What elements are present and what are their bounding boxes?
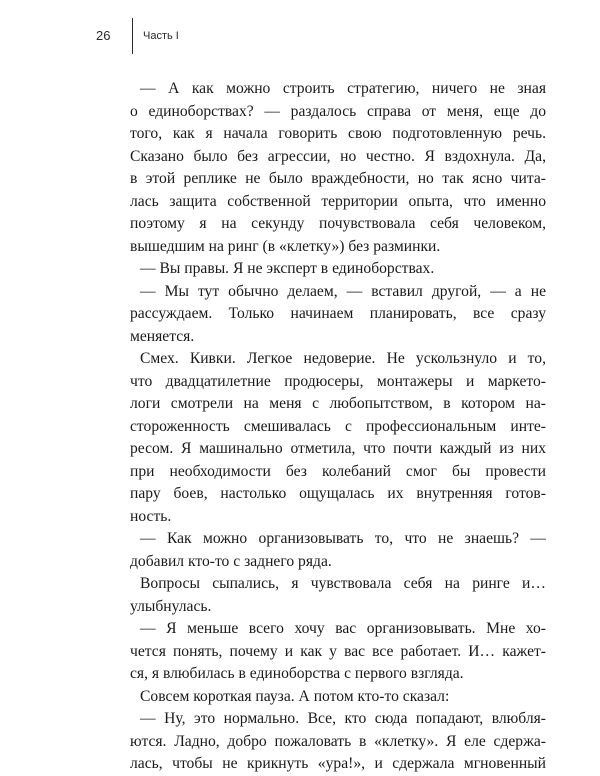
text-line: Смех. Кивки. Легкое недоверие. Не ускользнуло и то, [140, 350, 546, 367]
text-line: Вопросы сыпались, я чувствовала себя на ринге и… [140, 575, 546, 592]
text-line: рассуждаем. Только начинаем планировать, все сразу [130, 305, 546, 322]
text-line: добавил кто-то с заднего ряда. [130, 552, 332, 570]
text-line: при необходимости без колебаний смог бы провести [130, 462, 546, 480]
text-line: Сказано было без агрессии, но честно. Я вздохнула. Да, [130, 147, 546, 165]
text-line: что двадцатилетние продюсеры, монтажеры и маркето- [130, 372, 546, 390]
section-label: Часть I [143, 30, 179, 42]
text-line: — Как можно организовывать то, что не знаешь? — [140, 530, 546, 547]
text-line: лась, чтобы не крикнуть «ура!», и сдержала мгновенный [130, 755, 546, 772]
text-line: пару боев, настолько ощущалась их внутренняя готов- [130, 485, 546, 502]
text-line: ность. [130, 507, 172, 525]
page-number: 26 [96, 28, 111, 43]
text-line: улыбнулась. [130, 597, 212, 615]
text-line: — Мы тут обычно делаем, — вставил другой, — а не [140, 282, 546, 300]
text-line: логи смотрели на меня с любопытством, в котором на- [130, 395, 546, 412]
text-line: — А как можно строить стратегию, ничего не зная [140, 80, 546, 97]
text-line: того, как я начала говорить свою подготовленную речь. [130, 125, 546, 142]
text-line: ресом. Я машинально отметила, что почти каждый из них [130, 440, 546, 457]
text-line: вышедшим на ринг (в «клетку») без разминки. [130, 237, 441, 255]
running-head [96, 18, 179, 58]
header-divider [132, 18, 133, 54]
text-line: — Ну, это нормально. Все, кто сюда попадают, влюбля- [140, 710, 546, 727]
text-line: поэтому я на секунду почувствовала себя человеком, [130, 215, 546, 232]
text-line: о единоборствах? — раздалось справа от меня, еще до [130, 102, 546, 120]
text-line: меняется. [130, 327, 195, 345]
text-line: ся, я влюбилась в единоборства с первого взгляда. [130, 665, 464, 682]
text-line: лась защита собственной территории опыта, что именно [130, 192, 546, 210]
text-line: в этой реплике не было враждебности, но так ясно чита- [130, 170, 546, 187]
text-line: — Вы правы. Я не эксперт в единоборствах. [140, 260, 435, 277]
text-line: Совсем короткая пауза. А потом кто-то сказал: [140, 687, 450, 705]
text-line: стороженность смешивалась с профессиональным интe- [130, 417, 546, 435]
body-text [130, 78, 546, 776]
text-line: чется понять, почему и как у вас все работает. И… кажет- [130, 642, 546, 660]
text-line: — Я меньше всего хочу вас организовывать. Мне хо- [140, 620, 546, 637]
text-line: ются. Ладно, добро пожаловать в «клетку». Я еле сдержа- [130, 732, 546, 750]
